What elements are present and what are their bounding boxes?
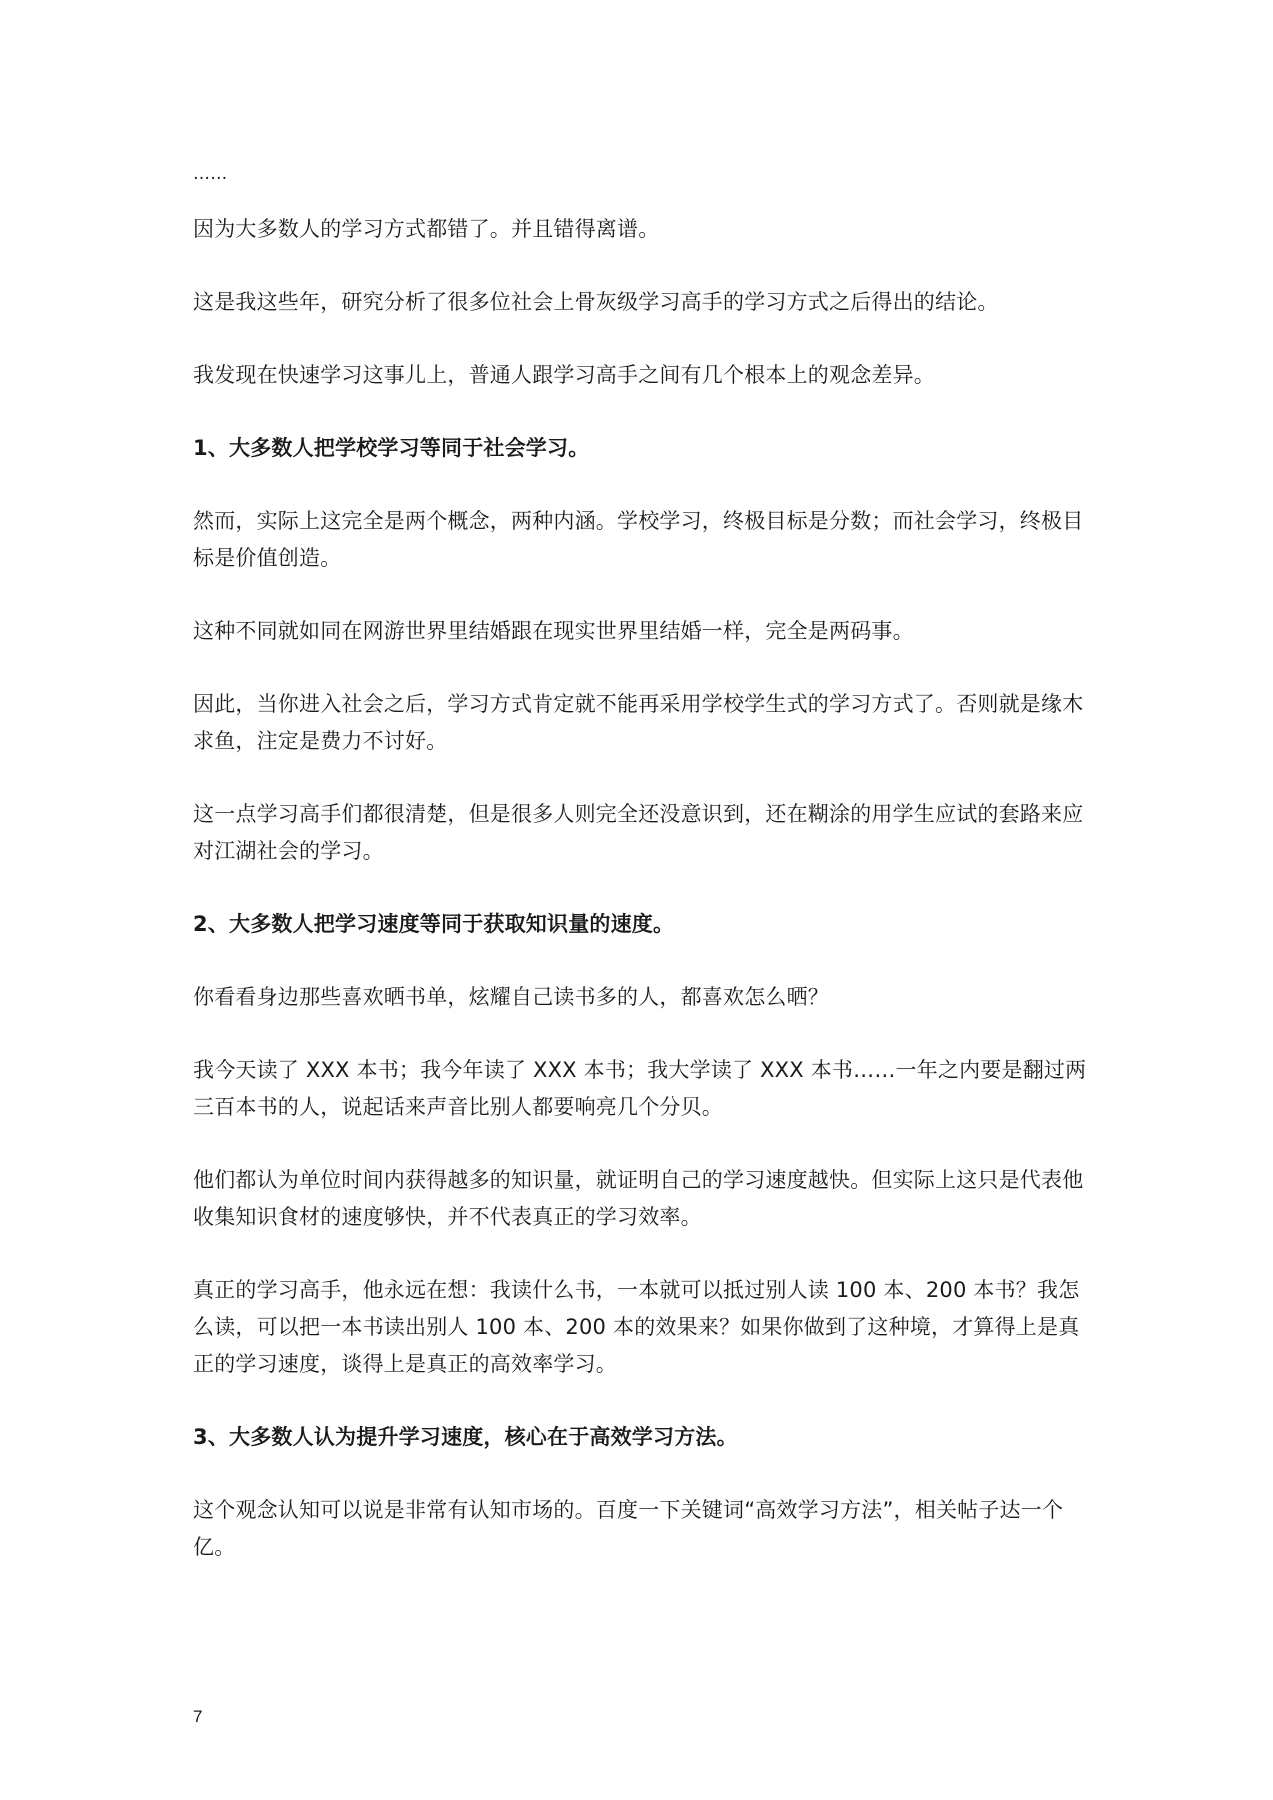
body-paragraph: 他们都认为单位时间内获得越多的知识量，就证明自己的学习速度越快。但实际上这只是代表他收集知识食材的速度够快，并不代表真正的学习效率。 xyxy=(193,1168,1084,1229)
body-paragraph: 这种不同就如同在网游世界里结婚跟在现实世界里结婚一样，完全是两码事。 xyxy=(193,619,914,643)
section-heading-1: 1、大多数人把学校学习等同于社会学习。 xyxy=(193,436,590,460)
body-paragraph: 然而，实际上这完全是两个概念，两种内涵。学校学习，终极目标是分数；而社会学习，终极目标是价值创造。 xyxy=(193,509,1084,570)
body-paragraph: 这是我这些年，研究分析了很多位社会上骨灰级学习高手的学习方式之后得出的结论。 xyxy=(193,290,999,314)
body-paragraph: 真正的学习高手，他永远在想：我读什么书，一本就可以抵过别人读 100 本、200 本书？我怎么读，可以把一本书读出别人 100 本、200 本的效果来？如果你做到了这种境，才算得上是真正的学习速度，谈得上是真正的高效率学习。 xyxy=(193,1278,1080,1376)
body-paragraph: 因为大多数人的学习方式都错了。并且错得离谱。 xyxy=(193,217,660,241)
ellipsis-text: …… xyxy=(193,164,228,184)
section-heading-2: 2、大多数人把学习速度等同于获取知识量的速度。 xyxy=(193,912,675,936)
section-heading-3: 3、大多数人认为提升学习速度，核心在于高效学习方法。 xyxy=(193,1425,738,1449)
page-body xyxy=(193,163,1088,1602)
body-paragraph: 我今天读了 XXX 本书；我今年读了 XXX 本书；我大学读了 XXX 本书……一年之内要是翻过两三百本书的人，说起话来声音比别人都要响亮几个分贝。 xyxy=(193,1058,1087,1119)
body-paragraph: 我发现在快速学习这事儿上，普通人跟学习高手之间有几个根本上的观念差异。 xyxy=(193,363,935,387)
page-number: 7 xyxy=(193,1707,203,1726)
body-paragraph: 这一点学习高手们都很清楚，但是很多人则完全还没意识到，还在糊涂的用学生应试的套路来应对江湖社会的学习。 xyxy=(193,802,1084,863)
body-paragraph: 你看看身边那些喜欢晒书单，炫耀自己读书多的人，都喜欢怎么晒？ xyxy=(193,985,829,1009)
body-paragraph: 因此，当你进入社会之后，学习方式肯定就不能再采用学校学生式的学习方式了。否则就是缘木求鱼，注定是费力不讨好。 xyxy=(193,692,1084,753)
body-paragraph: 这个观念认知可以说是非常有认知市场的。百度一下关键词“高效学习方法”，相关帖子达一个亿。 xyxy=(193,1498,1064,1559)
